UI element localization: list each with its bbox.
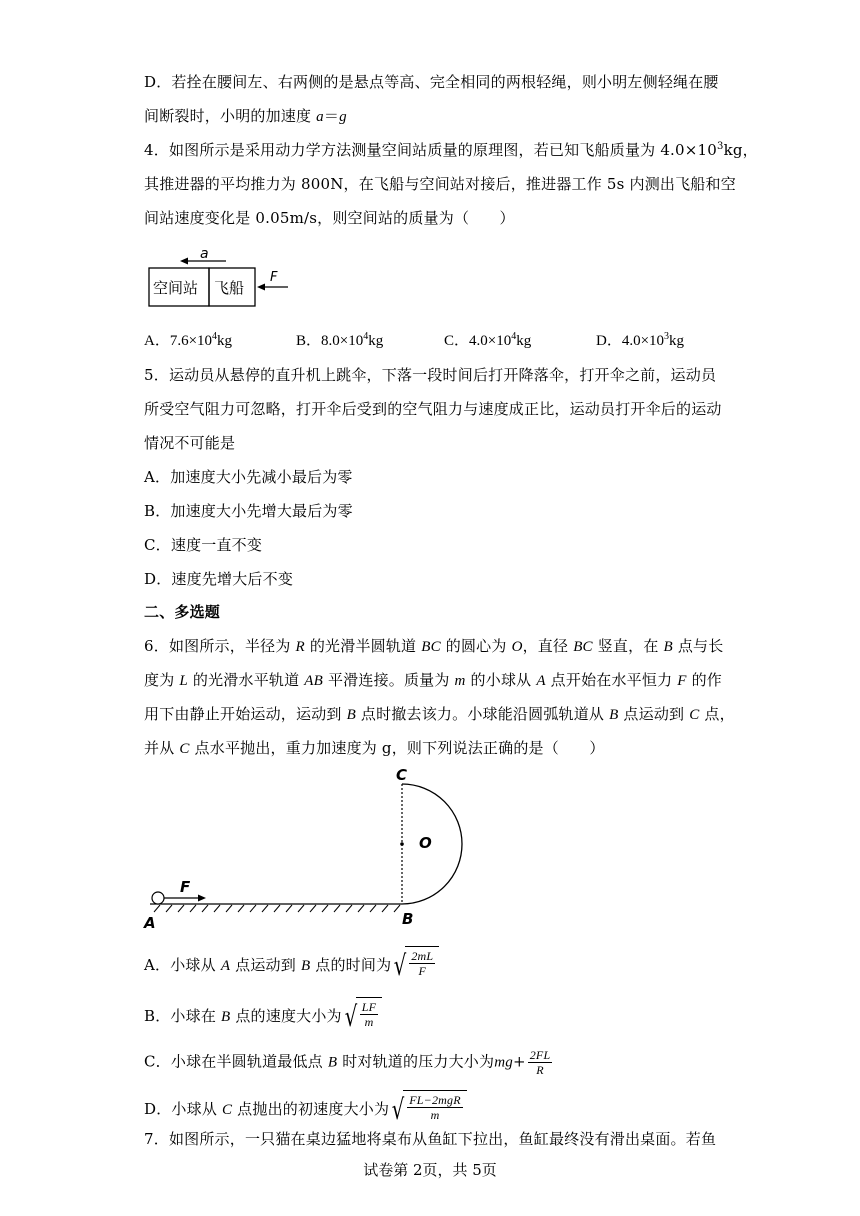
q4-option-d[interactable]: D．$4.0\times 10^3kg$ — [596, 331, 685, 349]
q4-stem-line3: 间站速度变化是 0.05m/s，则空间站的质量为（ ） — [144, 209, 515, 227]
sqrt-expression: √ $\frac{2mL}{F}$ — [391, 946, 439, 986]
sqrt-expression: √ $\frac{\text{FL−2mgR}}{m}$ — [389, 1090, 467, 1130]
q4-option-c[interactable]: C．$4.0\times 10^4kg$ — [444, 331, 532, 349]
q6-fig-label-b: B — [402, 910, 414, 928]
q6-fig-label-f: F — [180, 878, 191, 896]
q4-fig-arrow-a-head — [180, 258, 188, 265]
q4-figure — [148, 244, 293, 312]
q6-fig-semicircle-track — [402, 784, 462, 904]
q3-option-d-line1: D．若拴在腰间左、右两侧的是悬点等高、完全相同的两根轻绳，则小明左侧轻绳在腰 — [144, 73, 719, 91]
q6-stem-line3: 用下由静止开始运动，运动到 B 点时撤去该力。小球能沿圆弧轨道从 B 点运动到 C 点， — [144, 705, 735, 723]
q4-stem-line1: 4．如图所示是采用动力学方法测量空间站质量的原理图，若已知飞船质量为 $4.0\times 10^3kg$， — [144, 141, 758, 159]
q6-fig-force-arrow-head — [198, 895, 206, 902]
q6-option-d[interactable]: D．小球从 C 点抛出的初速度大小为 √ $\frac{\text{FL−2mgR}}{m}$ — [144, 1090, 467, 1130]
q6-stem-line4: 并从 C 点水平抛出，重力加速度为 g，则下列说法正确的是（ ） — [144, 739, 605, 757]
page-footer: 试卷第 2页，共 5页 — [363, 1161, 497, 1179]
q5-stem-line2: 所受空气阻力可忽略，打开伞后受到的空气阻力与速度成正比，运动员打开伞后的运动 — [144, 400, 722, 418]
q6-stem-line2: 度为 L 的光滑水平轨道 AB 平滑连接。质量为 m 的小球从 A 点开始在水平恒力 F 的作 — [144, 671, 723, 689]
sqrt-expression: √ $\frac{LF}{m}$ — [342, 997, 382, 1037]
q4-fig-box-right-label: 飞船 — [214, 279, 245, 297]
q6-fig-track-hatching — [154, 905, 400, 912]
q5-stem-line3: 情况不可能是 — [144, 434, 236, 452]
q7-stem-line1: 7．如图所示，一只猫在桌边猛地将桌布从鱼缸下拉出，鱼缸最终没有滑出桌面。若鱼 — [144, 1130, 717, 1148]
q5-option-c[interactable]: C．速度一直不变 — [144, 536, 263, 554]
section-title-multiple-choice: 二、多选题 — [144, 603, 221, 621]
q6-fig-label-a: A — [144, 914, 156, 932]
q6-fig-label-c: C — [396, 766, 408, 784]
q6-option-b[interactable]: B．小球在 B 点的速度大小为 √ $\frac{LF}{m}$ — [144, 997, 382, 1037]
q6-figure — [140, 764, 470, 936]
q4-fig-arrow-f-head — [257, 284, 265, 291]
q6-option-c[interactable]: C．小球在半圆轨道最低点 B 时对轨道的压力大小为mg+ $\frac{2FL}{R}$ — [144, 1048, 551, 1077]
q5-stem-line1: 5．运动员从悬停的直升机上跳伞，下落一段时间后打开降落伞，打开伞之前，运动员 — [144, 366, 717, 384]
q6-fig-ball — [152, 892, 164, 904]
q5-option-a[interactable]: A．加速度大小先减小最后为零 — [144, 468, 353, 486]
q4-fig-label-a: a — [200, 246, 209, 262]
q6-fig-label-o: O — [419, 834, 432, 852]
q3-option-d-line2: 间断裂时，小明的加速度 a＝g — [144, 107, 347, 125]
q6-stem-line1: 6．如图所示，半径为 R 的光滑半圆轨道 BC 的圆心为 O，直径 BC 竖直，在 B 点与长 — [144, 637, 724, 655]
q4-fig-box-left-label: 空间站 — [153, 279, 199, 297]
q5-option-b[interactable]: B．加速度大小先增大最后为零 — [144, 502, 353, 520]
q6-option-a[interactable]: A．小球从 A 点运动到 B 点的时间为 √ $\frac{2mL}{F}$ — [144, 946, 439, 986]
q4-fig-label-f: F — [270, 270, 278, 285]
q4-stem-line2: 其推进器的平均推力为 800N，在飞船与空间站对接后，推进器工作 5s 内测出飞船和空 — [144, 175, 736, 193]
q4-option-a[interactable]: A．$7.6\times 10^4kg$ — [144, 331, 233, 349]
q4-option-b[interactable]: B．$8.0\times 10^4kg$ — [296, 331, 384, 349]
q5-option-d[interactable]: D．速度先增大后不变 — [144, 570, 294, 588]
q6-fig-center-dot — [400, 842, 404, 846]
